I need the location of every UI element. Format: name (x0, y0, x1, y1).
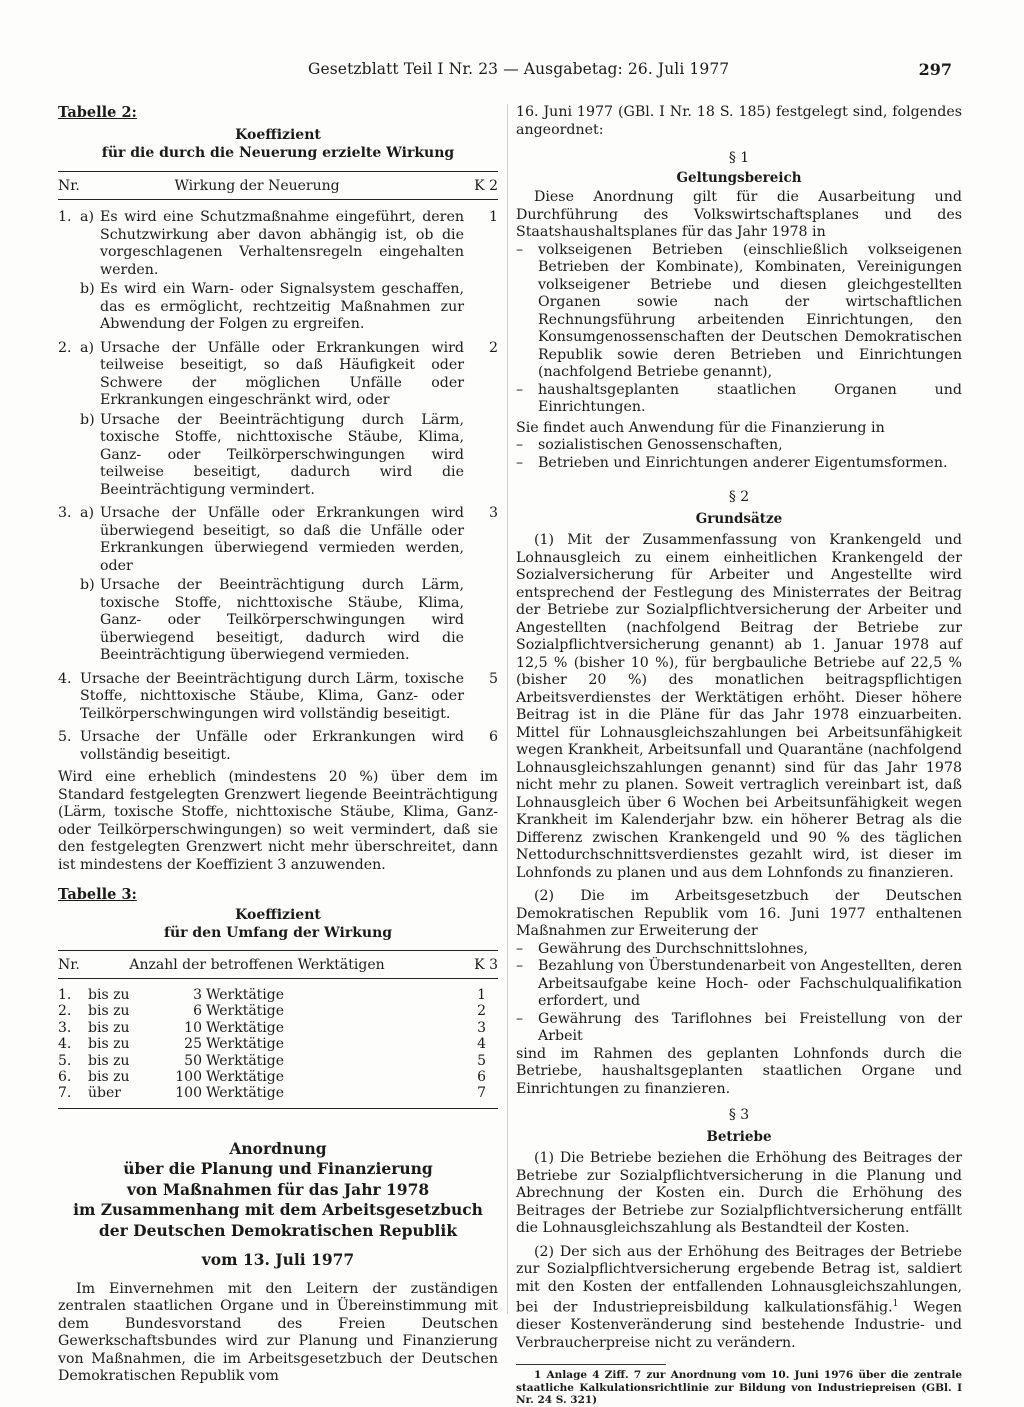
row-number: 2. (58, 339, 72, 356)
list-item: – haushaltsgeplanten staatlichen Organen und Einrichtungen. (516, 381, 962, 415)
left-column (58, 104, 498, 1386)
table2-row (58, 505, 498, 665)
table2-col-nr: Nr. (58, 178, 80, 194)
row-count: 3 (193, 987, 202, 1003)
section3-title: Betriebe (706, 1129, 772, 1145)
right-column (516, 104, 962, 1407)
table3-row (58, 1053, 498, 1069)
anordnung-title-line: Anordnung (229, 1138, 327, 1158)
table3-title-line2: für den Umfang der Wirkung (163, 925, 393, 941)
table3-row (58, 1036, 498, 1052)
row-text: Ursache der Unfälle oder Erkrankungen wird vollständig beseitigt. (80, 729, 464, 763)
row-coefficient: 7 (477, 1085, 486, 1102)
row-text: Es wird ein Warn- oder Signalsystem geschaffen, das es ermöglicht, rechtzeitig Maßnahmen zur Abwendung der Folgen zu ergreifen. (100, 281, 464, 332)
row-count: 10 (184, 1019, 202, 1036)
section2-sign: § 2 (728, 489, 750, 505)
row-text: Ursache der Unfälle oder Erkrankungen wird teilweise beseitigt, so daß Häufigkeit oder Schwere der möglichen Unfälle oder Erkrankungen eingeschränkt wird, oder (100, 339, 464, 408)
section3-sign: § 3 (728, 1107, 750, 1123)
row-prefix: bis zu (88, 987, 130, 1003)
table2-col-k: K 2 (474, 178, 498, 194)
section2-para1: (1) Mit der Zusammenfassung von Krankengeld und Lohnausgleich zu einem einheitlichen Krankengeld der Sozialversicherung für Arbeiter und Angestellte wird entsprechend der Festlegung des Ministerrates der Beitrag der Betriebe zur Sozialpflichtversicherung der Arbeiter und Angestellten (nachfolgend Beitrag der Betriebe zur Sozialpflichtversicherung genannt) ab 1. Januar 1978 auf 12,5 % (bisher 10 %), für bergbauliche Betriebe auf 22,5 % (bisher 20 %) des monatlichen beitragspflichtigen Arbeitsverdienstes der Werktätigen erhöht. Dieser höhere Beitrag ist in die Pläne für das Jahr 1978 einzuarbeiten. Mittel für Lohnausgleichszahlungen bei Arbeitsunfähigkeit wegen Krankheit, Arbeitsunfall und Quarantäne (nachfolgend Lohnausgleichszahlungen genannt) sind für das Jahr 1978 nicht mehr zu planen. Soweit vertraglich vereinbart ist, daß Lohnausgleich über 6 Wochen bei Arbeitsunfähigkeit wegen Krankheit im Kalenderjahr bzw. ein höherer Betrag als die Differenz zwischen Krankengeld und 90 % des täglichen Nettodurchschnittsverdienstes gezahlt wird, ist dieser im Lohnfonds zu planen und aus dem Lohnfonds zu finanzieren. (516, 532, 962, 881)
row-unit: Werktätige (206, 987, 285, 1003)
footnote-reference[interactable]: 1 (892, 1299, 899, 1309)
table3-row (58, 1085, 498, 1101)
section3-para1: (1) Die Betriebe beziehen die Erhöhung des Beitrages der Betriebe zur Sozialpflichtversicherung in die Planung und Abrechnung der Kosten ein. Durch die Erhöhung des Beitrages der Betriebe zur Sozialpflichtversicherung entfällt die Lohnausgleichszahlung als Bestandteil der Kosten. (516, 1150, 962, 1236)
table3-header (58, 951, 498, 978)
row-unit: Werktätige (206, 1019, 285, 1036)
row-count: 100 (175, 1085, 202, 1102)
table2-row (58, 209, 498, 334)
table3-col-nr: Nr. (58, 957, 80, 973)
row-coefficient: 1 (477, 987, 486, 1003)
row-coefficient: 2 (488, 339, 498, 356)
row-prefix: bis zu (88, 1003, 130, 1020)
list-item: – sozialistischen Genossenschaften, (516, 437, 783, 453)
page-number: 297 (918, 60, 952, 79)
row-coefficient: 3 (488, 505, 498, 521)
row-coefficient: 4 (477, 1036, 486, 1053)
row-text: Ursache der Unfälle oder Erkrankungen wird überwiegend beseitigt, so daß die Unfälle oder Erkrankungen überwiegend vermieden werden, oder (100, 505, 464, 574)
row-number: 3. (58, 505, 72, 521)
row-coefficient: 5 (488, 670, 498, 687)
row-count: 25 (184, 1036, 202, 1053)
row-letter: b) (80, 281, 95, 297)
row-coefficient: 5 (477, 1052, 486, 1069)
table3-row (58, 1003, 498, 1019)
row-coefficient: 2 (477, 1003, 486, 1020)
row-prefix: bis zu (88, 1036, 130, 1053)
table3-col-desc: Anzahl der betroffenen Werktätigen (129, 957, 385, 973)
running-title: Gesetzblatt Teil I Nr. 23 — Ausgabetag: 26. Juli 1977 (308, 60, 730, 78)
row-number: 7. (58, 1085, 72, 1102)
section1-para2: Sie findet auch Anwendung für die Finanzierung in (516, 419, 885, 436)
table2-row (58, 340, 498, 500)
table2-title-line2: für die durch die Neuerung erzielte Wirkung (101, 145, 455, 161)
anordnung-intro: Im Einvernehmen mit den Leitern der zuständigen zentralen staatlichen Organe und in Übereinstimmung mit dem Bundesvorstand des Freien Deutschen Gewerkschaftsbundes wird zur Planung und Finanzierung von Maßnahmen, die im Arbeitsgesetzbuch der Deutschen Demokratischen Republik vom (58, 1280, 498, 1385)
row-coefficient: 6 (488, 729, 498, 745)
footnote-rule (516, 1364, 666, 1365)
column-divider (507, 104, 508, 1314)
row-number: 4. (58, 1036, 72, 1053)
row-prefix: über (88, 1085, 121, 1102)
section2-para2: (2) Die im Arbeitsgesetzbuch der Deutschen Demokratischen Republik vom 16. Juni 1977 enthaltenen Maßnahmen zur Erweiterung der (516, 888, 962, 939)
anordnung-intro-continued: 16. Juni 1977 (GBl. I Nr. 18 S. 185) festgelegt sind, folgendes angeordnet: (516, 104, 962, 138)
section1-title: Geltungsbereich (676, 170, 802, 186)
list-item: – Betrieben und Einrichtungen anderer Eigentumsformen. (516, 454, 948, 471)
list-item: – Bezahlung von Überstundenarbeit von Angestellten, deren Arbeitsaufgabe keine Hoch- oder Fachschulqualifikation erfordert, und (516, 958, 962, 1009)
row-count: 50 (184, 1052, 202, 1069)
section3-para2: (2) Der sich aus der Erhöhung des Beitrages der Betriebe zur Sozialpflichtversicherung ergebende Betrag ist, saldiert mit den Kosten der entfallenden Lohnausgleichszahlungen, bei der Industriepreisbildung kalkulationsfähig.$^1$ Wegen dieser Kostenveränderung sind bestehende Industrie- und Verbraucherpreise nicht zu verändern. (516, 1243, 962, 1351)
row-prefix: bis zu (88, 1052, 130, 1069)
row-number: 1. (58, 987, 72, 1003)
row-text: Ursache der Beeinträchtigung durch Lärm, toxische Stoffe, nichttoxische Stäube, Klima, Ganz- oder Teilkörperschwingungen wird teilweise beseitigt, dadurch wird die Beeinträchtigung vermindert. (100, 411, 464, 498)
row-letter: b) (80, 577, 95, 593)
row-number: 3. (58, 1019, 72, 1036)
table3-label: Tabelle 3: (58, 886, 137, 903)
row-coefficient: 1 (488, 209, 498, 225)
table3-title-line1: Koeffizient (235, 907, 321, 923)
anordnung-title-line: der Deutschen Demokratischen Republik (98, 1220, 458, 1240)
row-number: 5. (58, 729, 72, 745)
table3-body (58, 987, 498, 1102)
row-text: Ursache der Beeinträchtigung durch Lärm, toxische Stoffe, nichttoxische Stäube, Klima, Ganz- oder Teilkörperschwingungen wird vollständig beseitigt. (80, 670, 464, 722)
row-text: Ursache der Beeinträchtigung durch Lärm, toxische Stoffe, nichttoxische Stäube, Klima, Ganz- oder Teilkörperschwingungen wird überwiegend beseitigt, dadurch wird die Beeinträchtigung überwiegend vermieden. (100, 577, 464, 663)
row-number: 4. (58, 670, 72, 687)
table2-row (58, 729, 498, 764)
row-number: 2. (58, 1003, 72, 1020)
row-letter: a) (80, 505, 94, 521)
table2-label: Tabelle 2: (58, 104, 137, 121)
row-number: 1. (58, 209, 72, 225)
row-text: Es wird eine Schutzmaßnahme eingeführt, deren Schutzwirkung aber davon abhängig ist, ob die vorgeschlagenen Verhaltensregeln eingehalten werden. (100, 209, 464, 278)
list-item: – Gewährung des Tariflohnes bei Freistellung von der Arbeit (516, 1010, 962, 1044)
row-coefficient: 3 (477, 1019, 486, 1036)
row-number: 6. (58, 1069, 72, 1086)
section1-para: Diese Anordnung gilt für die Ausarbeitung und Durchführung des Volkswirtschaftsplanes und des Staatshaushaltsplanes für das Jahr 1978 in (516, 189, 962, 240)
row-unit: Werktätige (206, 1085, 285, 1102)
row-coefficient: 6 (477, 1069, 486, 1086)
row-count: 100 (175, 1069, 202, 1086)
list-item: – volkseigenen Betrieben (einschließlich volkseigenen Betrieben der Kombinate), Kombinaten, Vereinigungen volkseigener Betriebe und diesen gleichgestellten Organen sowie nach der wirtschaftlichen Rechnungsführung arbeitenden Einrichtungen, den Konsumgenossenschaften der Deutschen Demokratischen Republik sowie deren Betrieben und Einrichtungen (nachfolgend Betriebe genannt), (516, 241, 962, 380)
row-letter: a) (80, 339, 94, 356)
table3-row (58, 987, 498, 1003)
row-letter: a) (80, 209, 94, 225)
row-unit: Werktätige (206, 1003, 285, 1020)
row-unit: Werktätige (206, 1036, 285, 1053)
row-letter: b) (80, 411, 95, 428)
table2-row (58, 671, 498, 724)
row-unit: Werktätige (206, 1052, 285, 1069)
footnote: 1 Anlage 4 Ziff. 7 zur Anordnung vom 10. Juni 1976 über die zentrale staatliche Kalkulationsrichtlinie zur Bildung von Industriepreisen (GBl. I Nr. 24 S. 321) (516, 1369, 963, 1407)
table2-header (58, 172, 498, 199)
section2-para3: sind im Rahmen des geplanten Lohnfonds durch die Betriebe, haushaltsgeplanten staatlichen Organe und Einrichtungen zu finanzieren. (516, 1045, 962, 1097)
anordnung-date: vom 13. Juli 1977 (201, 1250, 355, 1270)
table2-note: Wird eine erheblich (mindestens 20 %) über dem im Standard festgelegten Grenzwert liegende Beeinträchtigung (Lärm, toxische Stoffe, nichttoxische Stäube, Klima, Ganz- oder Teilkörperschwingungen) so weit vermindert, daß sie den festgelegten Grenzwert nicht mehr überschreitet, dann ist mindestens der Koeffizient 3 anzuwenden. (58, 769, 498, 873)
table3-row (58, 1020, 498, 1036)
anordnung-title-line: im Zusammenhang mit dem Arbeitsgesetzbuch (73, 1200, 483, 1220)
row-prefix: bis zu (88, 1069, 130, 1086)
row-number: 5. (58, 1052, 72, 1069)
section1-sign: § 1 (728, 150, 750, 166)
anordnung-title-line: über die Planung und Finanzierung (123, 1159, 433, 1179)
row-count: 6 (193, 1003, 202, 1020)
table3-bottom-rule (58, 1108, 498, 1109)
table2-col-desc: Wirkung der Neuerung (174, 178, 340, 194)
table3-col-k: K 3 (474, 957, 498, 973)
table3-header-rule (58, 978, 498, 979)
table2-title-line1: Koeffizient (235, 127, 321, 143)
anordnung-title-line: von Maßnahmen für das Jahr 1978 (126, 1179, 430, 1199)
list-item: – Gewährung des Durchschnittslohnes, (516, 940, 809, 957)
row-prefix: bis zu (88, 1019, 130, 1036)
page-header (0, 60, 1024, 84)
table3-row (58, 1069, 498, 1085)
section2-title: Grundsätze (695, 511, 783, 527)
row-unit: Werktätige (206, 1069, 285, 1086)
